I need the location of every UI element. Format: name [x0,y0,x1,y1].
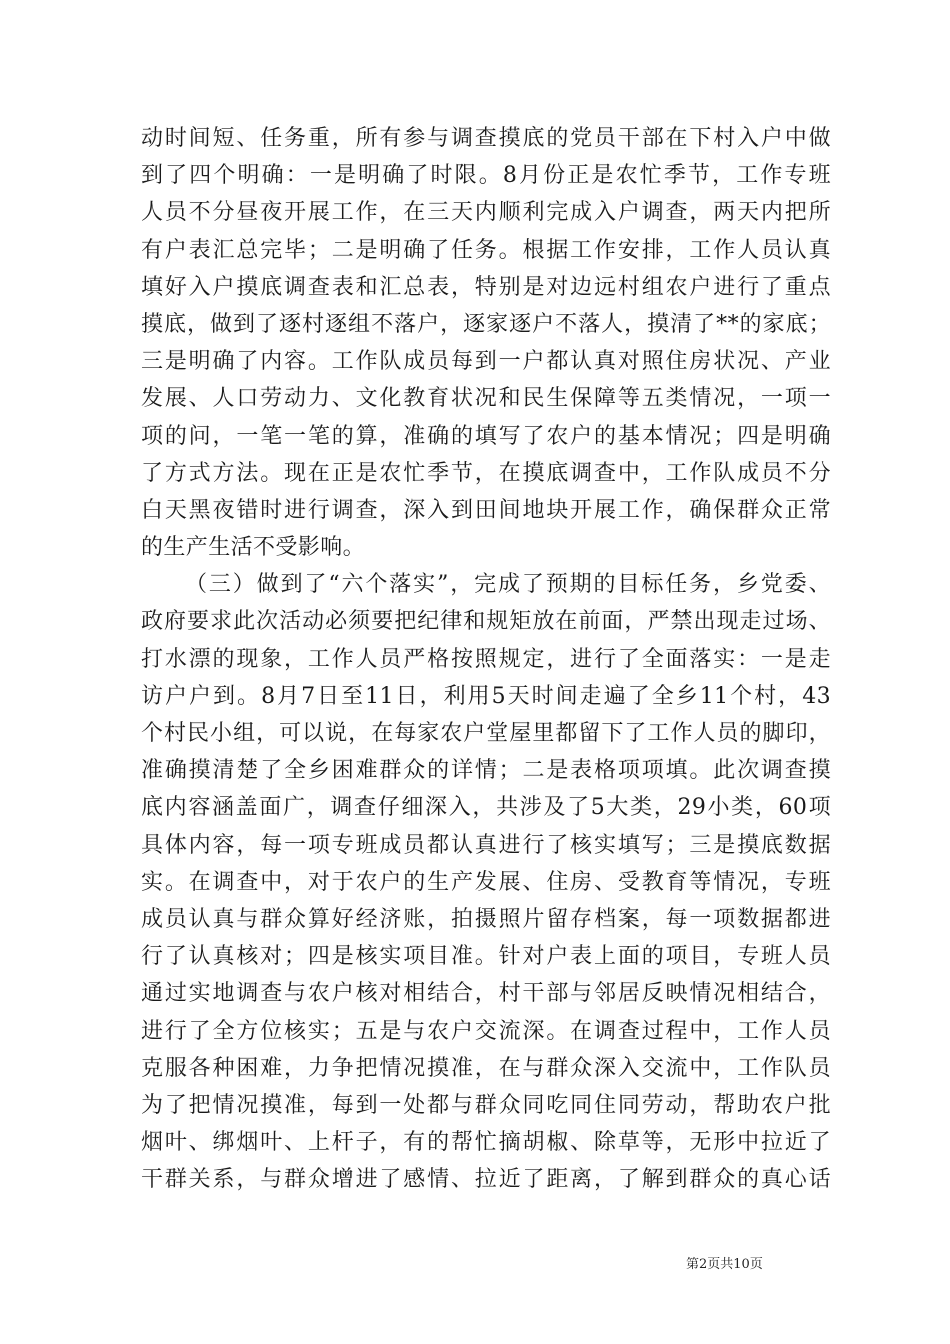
page-number-footer: 第2页共10页 [686,1257,763,1272]
text-line: 发展、人口劳动力、文化教育状况和民生保障等五类情况，一项一 [141,386,831,412]
text-line: 为了把情况摸准，每到一处都与群众同吃同住同劳动，帮助农户批 [141,1092,831,1118]
text-line: 动时间短、任务重，所有参与调查摸底的党员干部在下村入户中做 [141,126,831,151]
text-line: 个村民小组，可以说，在每家农户堂屋里都留下了工作人员的脚印， [141,721,831,746]
text-line-paragraph-end: 的生产生活不受影响。 [141,535,366,561]
text-line: 了方式方法。现在正是农忙季节，在摸底调查中，工作队成员不分 [141,460,831,486]
text-line: 三是明确了内容。工作队成员每到一户都认真对照住房状况、产业 [141,349,831,375]
text-line: 实。在调查中，对于农户的生产发展、住房、受教育等情况，专班 [141,869,831,895]
text-line: 克服各种困难，力争把情况摸准，在与群众深入交流中，工作队员 [141,1055,831,1081]
text-line: 有户表汇总完毕；二是明确了任务。根据工作安排，工作人员认真 [141,237,831,263]
text-line: 打水漂的现象，工作人员严格按照规定，进行了全面落实：一是走 [141,646,831,672]
text-line: 政府要求此次活动必须要把纪律和规矩放在前面，严禁出现走过场、 [141,609,831,635]
text-line: 准确摸清楚了全乡困难群众的详情；二是表格项项填。此次调查摸 [141,758,831,784]
text-line-paragraph-start: （三）做到了“六个落实”，完成了预期的目标任务，乡党委、 [185,572,831,598]
text-line: 干群关系，与群众增进了感情、拉近了距离，了解到群众的真心话 [141,1167,831,1193]
text-line: 烟叶、绑烟叶、上杆子，有的帮忙摘胡椒、除草等，无形中拉近了 [141,1130,831,1156]
text-line: 访户户到。8月7日至11日，利用5天时间走遍了全乡11个村，43 [141,683,831,709]
text-line: 具体内容，每一项专班成员都认真进行了核实填写；三是摸底数据 [141,832,831,858]
text-line: 人员不分昼夜开展工作，在三天内顺利完成入户调查，两天内把所 [141,200,831,226]
body-text [141,120,831,1198]
text-line: 行了认真核对；四是核实项目准。针对户表上面的项目，专班人员 [141,944,831,970]
text-line: 成员认真与群众算好经济账，拍摄照片留存档案，每一项数据都进 [141,906,831,932]
text-line: 通过实地调查与农户核对相结合，村干部与邻居反映情况相结合， [141,981,831,1007]
text-line: 摸底，做到了逐村逐组不落户，逐家逐户不落人，摸清了**的家底； [141,311,831,337]
text-line: 填好入户摸底调查表和汇总表，特别是对边远村组农户进行了重点 [141,274,831,300]
text-line: 白天黑夜错时进行调查，深入到田间地块开展工作，确保群众正常 [141,497,831,523]
text-line: 进行了全方位核实；五是与农户交流深。在调查过程中，工作人员 [141,1018,831,1044]
text-line: 项的问，一笔一笔的算，准确的填写了农户的基本情况；四是明确 [141,423,831,449]
text-line: 到了四个明确：一是明确了时限。8月份正是农忙季节，工作专班 [141,163,831,189]
text-line: 底内容涵盖面广，调查仔细深入，共涉及了5大类，29小类，60项 [141,795,831,821]
